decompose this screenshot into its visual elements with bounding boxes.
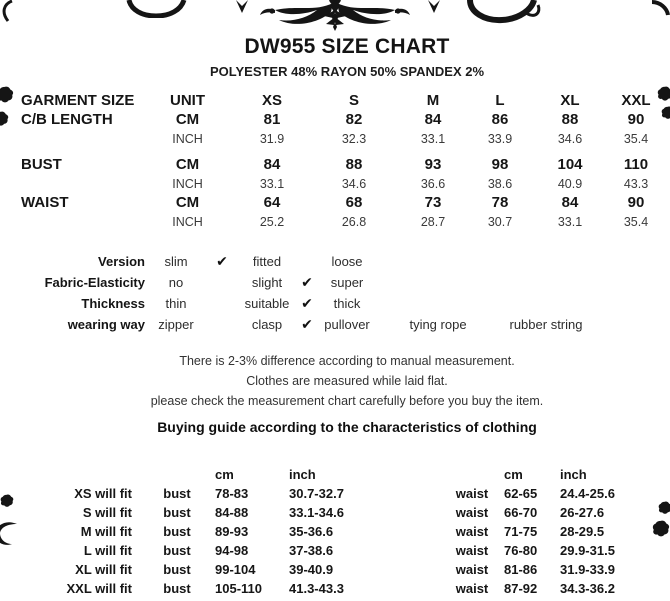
fit-size-label: L will fit: [83, 543, 132, 558]
unit-cell: CM: [175, 156, 200, 173]
attribute-row: [0, 314, 670, 335]
column-header: UNIT: [170, 91, 205, 109]
buying-guide-heading: Buying guide according to the characteristics of clothing: [157, 419, 537, 435]
table-row: [0, 129, 670, 148]
fit-cm-value: 78-83: [215, 486, 249, 501]
fit-inch-value: 30.7-32.7: [289, 486, 344, 501]
size-value: 28.7: [420, 214, 446, 229]
measurement-note: please check the measurement chart carefully before you buy the item.: [150, 394, 544, 408]
measurement-note: There is 2-3% difference according to manual measurement.: [179, 354, 515, 368]
column-header: GARMENT SIZE: [21, 91, 135, 109]
size-value: 25.2: [259, 214, 285, 229]
column-header: XXL: [621, 91, 651, 109]
fit-row: [0, 560, 670, 579]
fit-col-header: cm: [504, 467, 523, 482]
fit-cm-value: 105-110: [215, 581, 262, 596]
attribute-option: thick: [333, 296, 361, 311]
fit-guide-table: [0, 465, 670, 598]
body-part-label: bust: [163, 562, 191, 577]
body-part-label: waist: [455, 581, 489, 596]
attribute-label: Thickness: [81, 296, 145, 311]
body-part-label: waist: [455, 524, 489, 539]
fit-cm-value: 99-104: [215, 562, 256, 577]
fit-row: [0, 541, 670, 560]
column-header: S: [348, 91, 359, 109]
attribute-label: Version: [98, 254, 145, 269]
unit-cell: CM: [175, 111, 200, 128]
size-value: 35.4: [623, 214, 649, 229]
size-value: 32.3: [341, 131, 367, 146]
size-value: 34.6: [341, 176, 367, 191]
attribute-option: no: [168, 275, 184, 290]
size-value: 34.6: [557, 131, 583, 146]
size-value: 26.8: [341, 214, 367, 229]
measurement-label: BUST: [21, 156, 62, 173]
size-value: 98: [491, 156, 509, 173]
column-header: XL: [560, 91, 580, 109]
size-value: 33.9: [487, 131, 513, 146]
size-value: 35.4: [623, 131, 649, 146]
attribute-option: slim: [164, 254, 188, 269]
fit-inch-value: 31.9-33.9: [560, 562, 615, 577]
page-title: DW955 SIZE CHART: [244, 35, 450, 58]
body-part-label: bust: [163, 505, 191, 520]
size-value: 40.9: [557, 176, 583, 191]
body-part-label: bust: [163, 486, 191, 501]
attribute-option: super: [330, 275, 364, 290]
floral-fragment-icon: [236, 0, 248, 13]
table-row: [0, 212, 670, 231]
size-value: 84: [263, 156, 281, 173]
unit-cell: CM: [175, 194, 200, 211]
body-part-label: waist: [455, 505, 489, 520]
fit-cm-value: 62-65: [504, 486, 538, 501]
fit-size-label: XL will fit: [75, 562, 132, 577]
fit-cm-value: 76-80: [504, 543, 538, 558]
body-part-label: waist: [455, 486, 489, 501]
ring-swirl-icon: [650, 0, 670, 16]
attribute-label: wearing way: [67, 317, 145, 332]
attribute-option: slight: [251, 275, 283, 290]
fit-cm-value: 84-88: [215, 505, 249, 520]
fit-inch-value: 24.4-25.6: [560, 486, 615, 501]
size-value: 110: [623, 156, 649, 173]
unit-cell: INCH: [172, 214, 203, 229]
attribute-option: loose: [331, 254, 363, 269]
fit-row: [0, 522, 670, 541]
fit-inch-value: 37-38.6: [289, 543, 334, 558]
fit-row: [0, 484, 670, 503]
fit-inch-value: 41.3-43.3: [289, 581, 344, 596]
size-value: 78: [491, 194, 509, 211]
check-icon: ✔: [301, 274, 313, 290]
attribute-option: suitable: [244, 296, 290, 311]
fit-size-label: S will fit: [82, 505, 132, 520]
size-value: 93: [424, 156, 442, 173]
fit-col-header: cm: [215, 467, 234, 482]
size-value: 30.7: [487, 214, 513, 229]
fit-inch-value: 26-27.6: [560, 505, 605, 520]
fit-cm-value: 87-92: [504, 581, 538, 596]
clothing-attributes: [0, 251, 670, 335]
damask-flourish-icon: [245, 0, 425, 34]
column-header: XS: [261, 91, 282, 109]
attribute-row: [0, 293, 670, 314]
garment-size-table: [0, 90, 670, 231]
size-value: 84: [424, 111, 442, 128]
table-row: [0, 155, 670, 174]
fit-cm-value: 81-86: [504, 562, 538, 577]
fit-col-header: inch: [289, 467, 316, 482]
size-value: 104: [557, 156, 583, 173]
attribute-option: clasp: [251, 317, 283, 332]
ring-swirl-icon: [0, 0, 14, 22]
fit-header-row: [0, 465, 670, 484]
unit-cell: INCH: [172, 176, 203, 191]
size-value: 33.1: [557, 214, 583, 229]
size-value: 31.9: [259, 131, 285, 146]
fit-inch-value: 29.9-31.5: [560, 543, 615, 558]
attribute-option: pullover: [324, 317, 370, 332]
size-value: 36.6: [420, 176, 446, 191]
table-row: [0, 110, 670, 129]
table-row: [0, 193, 670, 212]
attribute-label: Fabric-Elasticity: [44, 275, 145, 290]
column-header: M: [426, 91, 440, 109]
size-value: 43.3: [623, 176, 649, 191]
size-value: 84: [561, 194, 579, 211]
ring-swirl-icon: [126, 0, 188, 18]
body-part-label: bust: [163, 581, 191, 596]
fit-size-label: M will fit: [80, 524, 132, 539]
attribute-option: rubber string: [509, 317, 583, 332]
body-part-label: waist: [455, 543, 489, 558]
fit-inch-value: 34.3-36.2: [560, 581, 615, 596]
table-row: [0, 174, 670, 193]
size-value: 33.1: [259, 176, 285, 191]
body-part-label: waist: [455, 562, 489, 577]
measurement-notes: [0, 351, 670, 438]
fit-cm-value: 89-93: [215, 524, 249, 539]
floral-fragment-icon: [428, 0, 440, 13]
attribute-row: [0, 272, 670, 293]
fit-inch-value: 33.1-34.6: [289, 505, 344, 520]
attribute-option: zipper: [158, 317, 194, 332]
attribute-option: tying rope: [409, 317, 467, 332]
size-value: 90: [627, 194, 645, 211]
size-value: 38.6: [487, 176, 513, 191]
fit-size-label: XS will fit: [74, 486, 132, 501]
fit-cm-value: 71-75: [504, 524, 538, 539]
fit-row: [0, 579, 670, 598]
size-value: 82: [345, 111, 363, 128]
fit-inch-value: 35-36.6: [289, 524, 334, 539]
body-part-label: bust: [163, 543, 191, 558]
check-icon: ✔: [301, 295, 313, 311]
fit-row: [0, 503, 670, 522]
size-value: 73: [424, 194, 442, 211]
attribute-row: [0, 251, 670, 272]
size-value: 86: [491, 111, 509, 128]
size-value: 90: [627, 111, 645, 128]
size-value: 81: [263, 111, 281, 128]
fit-col-header: inch: [560, 467, 587, 482]
fit-size-label: XXL will fit: [66, 581, 132, 596]
measurement-note: Clothes are measured while laid flat.: [246, 374, 448, 388]
size-value: 68: [345, 194, 363, 211]
check-icon: ✔: [216, 253, 228, 269]
size-value: 88: [561, 111, 579, 128]
measurement-label: WAIST: [21, 194, 69, 211]
check-icon: ✔: [301, 316, 313, 332]
ring-swirl-icon: [466, 0, 542, 26]
fit-cm-value: 94-98: [215, 543, 249, 558]
size-value: 88: [345, 156, 363, 173]
fit-inch-value: 28-29.5: [560, 524, 605, 539]
attribute-option: thin: [165, 296, 187, 311]
size-value: 33.1: [420, 131, 446, 146]
unit-cell: INCH: [172, 131, 203, 146]
fit-cm-value: 66-70: [504, 505, 538, 520]
attribute-option: fitted: [252, 254, 282, 269]
measurement-label: C/B LENGTH: [21, 111, 113, 128]
body-part-label: bust: [163, 524, 191, 539]
fit-inch-value: 39-40.9: [289, 562, 334, 577]
size-value: 64: [263, 194, 281, 211]
size-table-header-row: [0, 90, 670, 110]
fabric-composition: POLYESTER 48% RAYON 50% SPANDEX 2%: [209, 64, 485, 79]
column-header: L: [495, 91, 505, 109]
